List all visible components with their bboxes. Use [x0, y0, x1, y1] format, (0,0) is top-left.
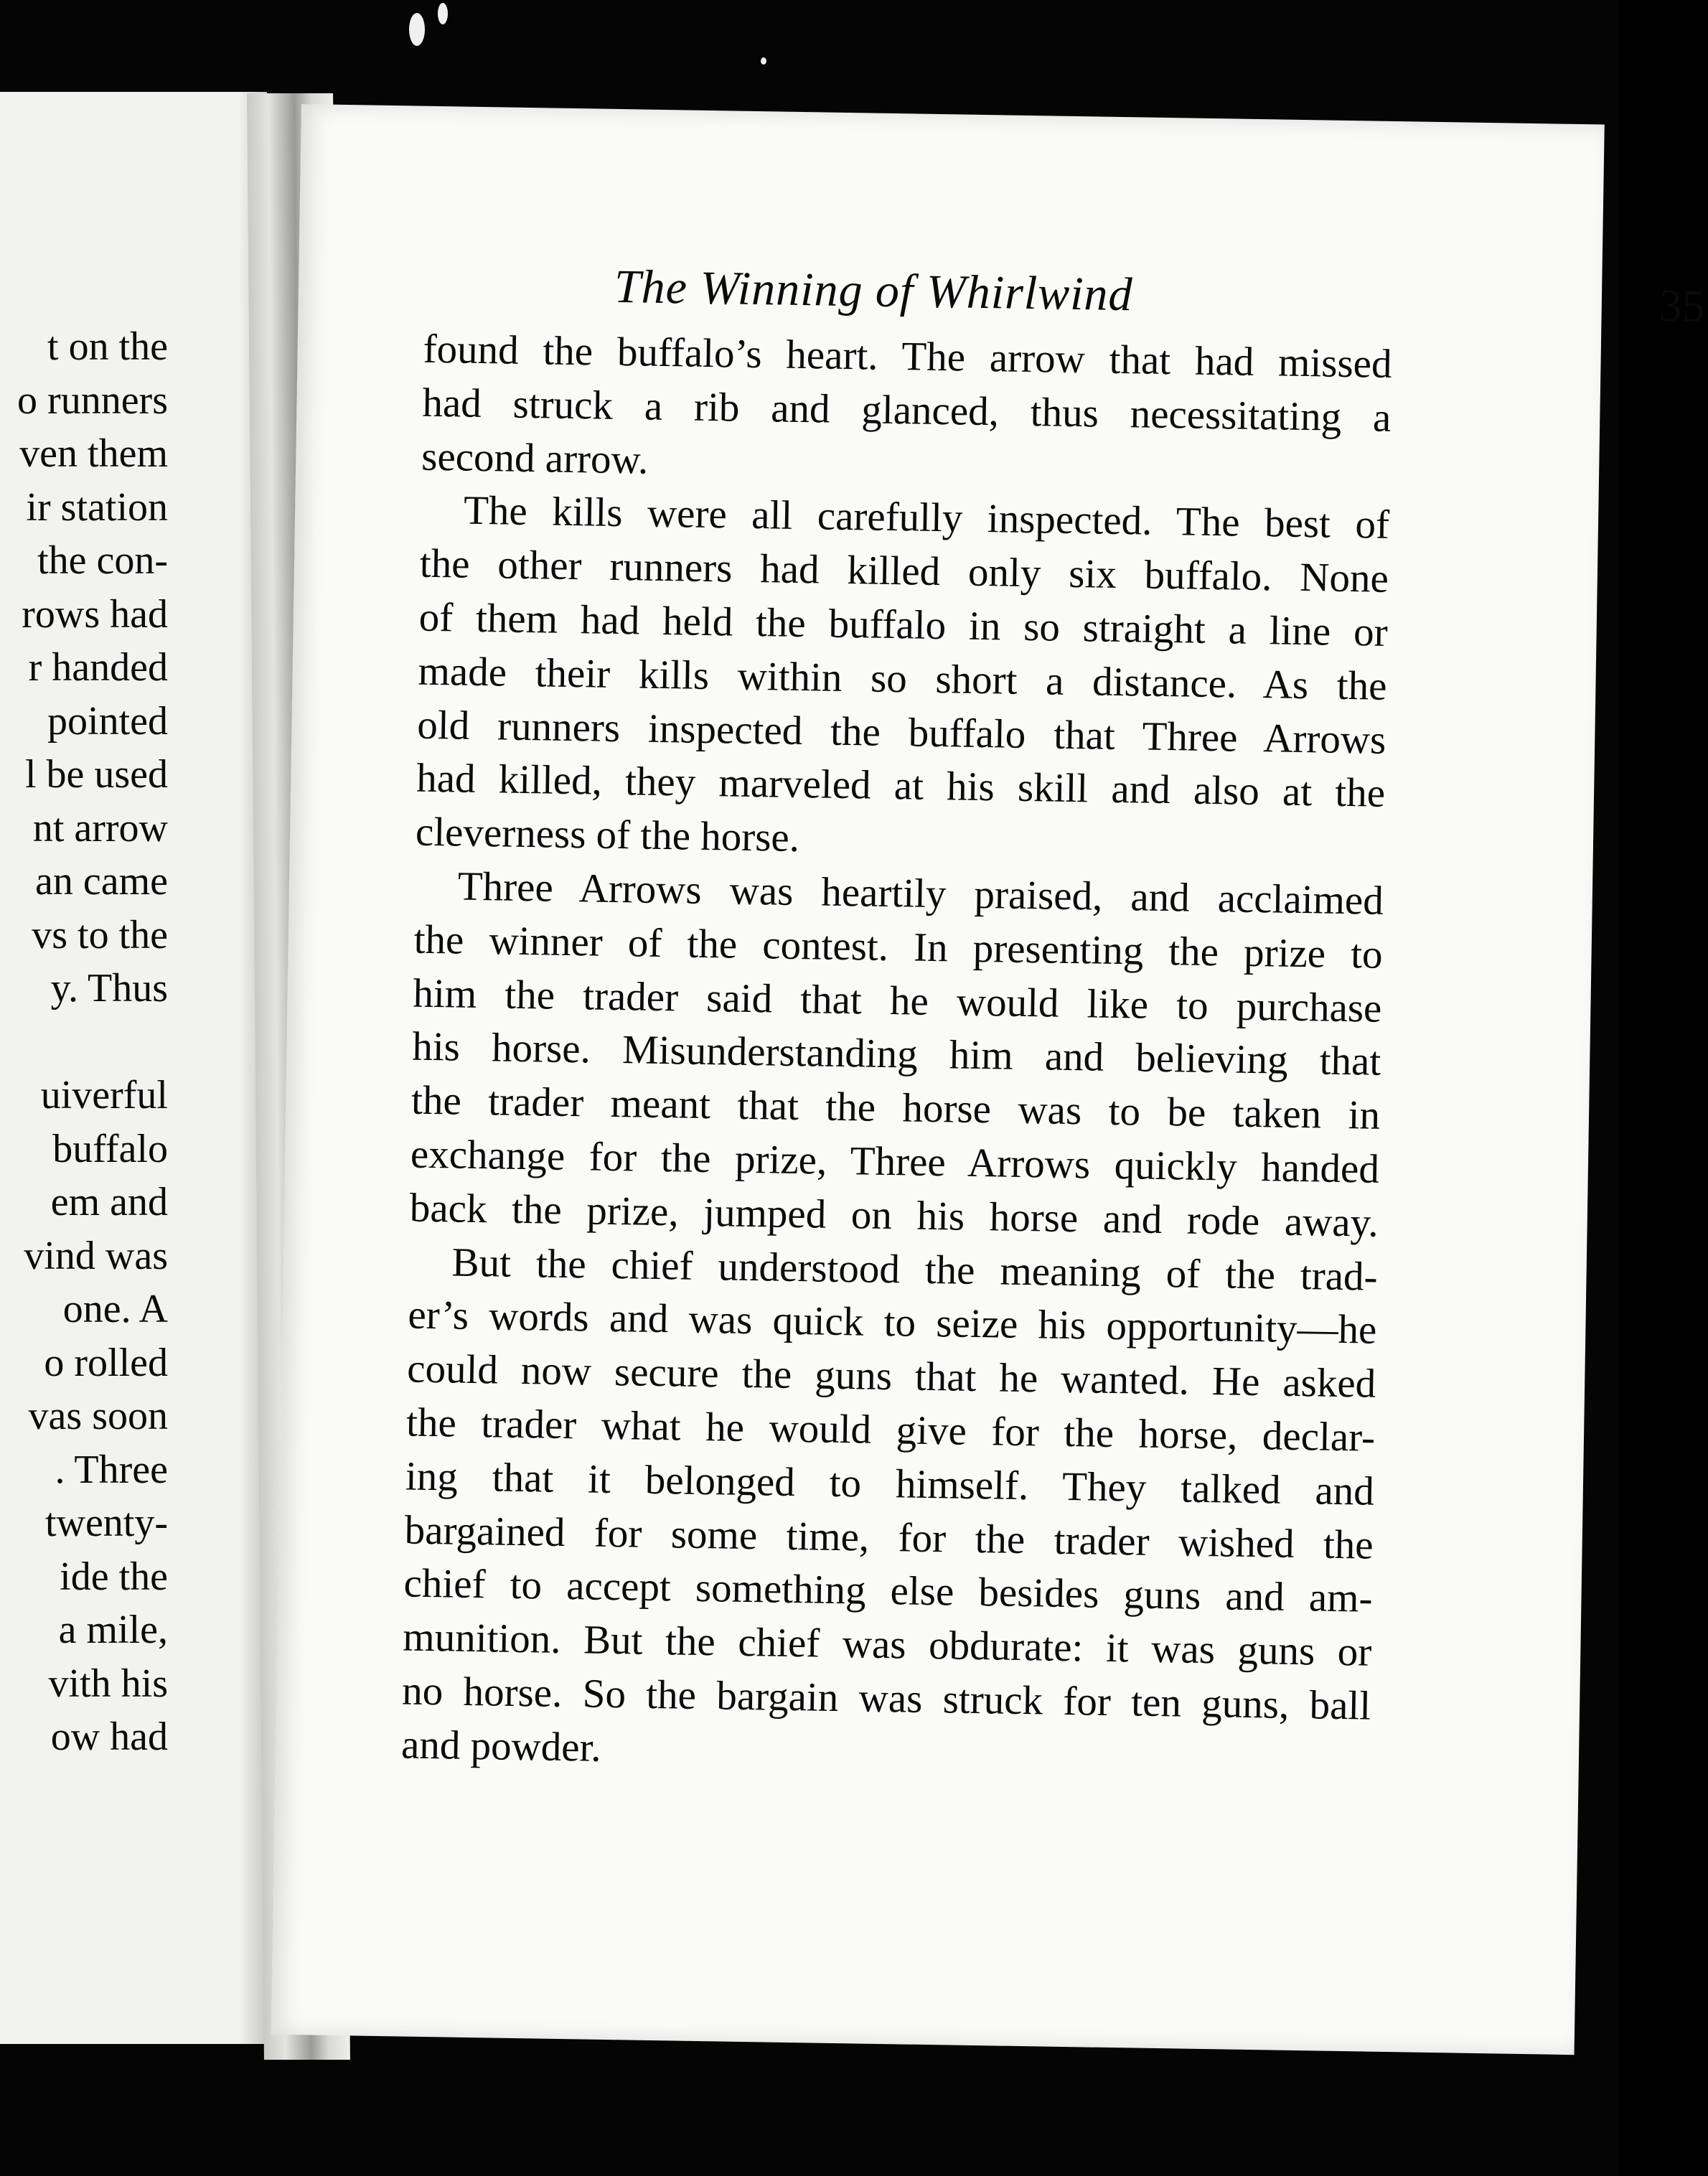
previous-page-line: vith his: [48, 1661, 168, 1706]
text-line: But the chief understood the meaning of the trad-: [451, 1239, 1379, 1300]
text-line: chief to accept something else besides guns and am-: [403, 1560, 1373, 1622]
previous-page-line: ir station: [26, 484, 168, 530]
previous-page-line: o rolled: [44, 1340, 168, 1385]
previous-page-line: y. Thus: [50, 966, 168, 1010]
previous-page-line: rows had: [22, 591, 168, 637]
text-line: exchange for the prize, Three Arrows quickly handed: [410, 1131, 1380, 1192]
previous-page-line: an came: [35, 859, 168, 904]
paragraph: [409, 860, 1384, 1251]
paragraph: [401, 1235, 1379, 1787]
previous-page-line: o runners: [17, 377, 168, 423]
previous-page-line: ven them: [19, 431, 168, 476]
text-line: second arrow.: [421, 433, 649, 483]
text-line: back the prize, jumped on his horse and rode away.: [409, 1185, 1379, 1246]
previous-page-line: pointed: [47, 698, 168, 744]
previous-page-line: ow had: [50, 1715, 168, 1759]
previous-page-line: . Three: [55, 1447, 168, 1492]
scan-speck: [761, 57, 766, 65]
text-line: made their kills within so short a distance. As the: [418, 648, 1387, 709]
previous-page-line: twenty-: [44, 1501, 168, 1545]
page-number: 35: [1658, 279, 1706, 332]
previous-page-paragraph-gap: [17, 1016, 168, 1069]
previous-page-lines: [17, 320, 168, 1764]
text-line: er’s words and was quick to seize his opportunity—he: [408, 1292, 1377, 1354]
text-line: old runners inspected the buffalo that Three Arrows: [416, 702, 1386, 763]
text-line: him the trader said that he would like to purchase: [413, 970, 1382, 1031]
text-line: had killed, they marveled at his skill and also at the: [416, 756, 1386, 817]
text-line: had struck a rib and glanced, thus necessitating a: [421, 380, 1392, 441]
text-line: of them had held the buffalo in so straight a line or: [418, 594, 1389, 655]
text-line: ing that it belonged to himself. They talked and: [405, 1453, 1375, 1514]
text-line: no horse. So the bargain was struck for ten guns, ball: [401, 1668, 1371, 1729]
previous-page-line: vas soon: [28, 1394, 168, 1438]
previous-page-fragment: [0, 92, 267, 2044]
scan-speck: [409, 13, 425, 46]
body-text: [401, 323, 1393, 1787]
previous-page-line: buffalo: [52, 1126, 168, 1171]
scan-speck: [438, 3, 448, 24]
text-line: could now secure the guns that he wanted. He asked: [406, 1346, 1376, 1407]
running-head-title: The Winning of Whirlwind: [614, 260, 1134, 322]
text-line: the winner of the contest. In presenting the prize to: [413, 916, 1384, 977]
text-line: his horse. Misunderstanding him and believing that: [411, 1023, 1381, 1085]
previous-page-line: vind was: [24, 1233, 168, 1278]
previous-page-line: one. A: [62, 1287, 168, 1331]
text-line: bargained for some time, for the trader wished the: [404, 1507, 1374, 1568]
text-line: found the buffalo’s heart. The arrow that had missed: [423, 326, 1392, 387]
previous-page-line: a mile,: [58, 1608, 168, 1652]
text-line: cleverness of the horse.: [415, 809, 800, 861]
previous-page-line: em and: [50, 1180, 168, 1224]
text-line: the trader what he would give for the horse, declar-: [405, 1399, 1376, 1460]
previous-page-line: r handed: [28, 645, 168, 690]
text-line: The kills were all carefully inspected. The best of: [463, 488, 1390, 548]
previous-page-line: nt arrow: [32, 805, 168, 850]
text-line: munition. But the chief was obdurate: it was guns or: [402, 1614, 1372, 1675]
previous-page-line: the con-: [37, 538, 168, 583]
text-line: the trader meant that the horse was to be taken in: [410, 1077, 1381, 1138]
text-line: and powder.: [400, 1722, 602, 1771]
current-page: [271, 104, 1706, 2055]
previous-page-line: ide the: [60, 1554, 168, 1599]
text-line: the other runners had killed only six buffalo. None: [419, 540, 1389, 602]
paragraph: [421, 323, 1392, 500]
text-line: Three Arrows was heartily praised, and acclaimed: [457, 863, 1384, 924]
paragraph: [415, 484, 1389, 875]
previous-page-line: vs to the: [32, 912, 168, 957]
previous-page-line: l be used: [24, 752, 168, 797]
previous-page-line: t on the: [47, 324, 168, 369]
previous-page-line: uiverful: [40, 1073, 168, 1117]
